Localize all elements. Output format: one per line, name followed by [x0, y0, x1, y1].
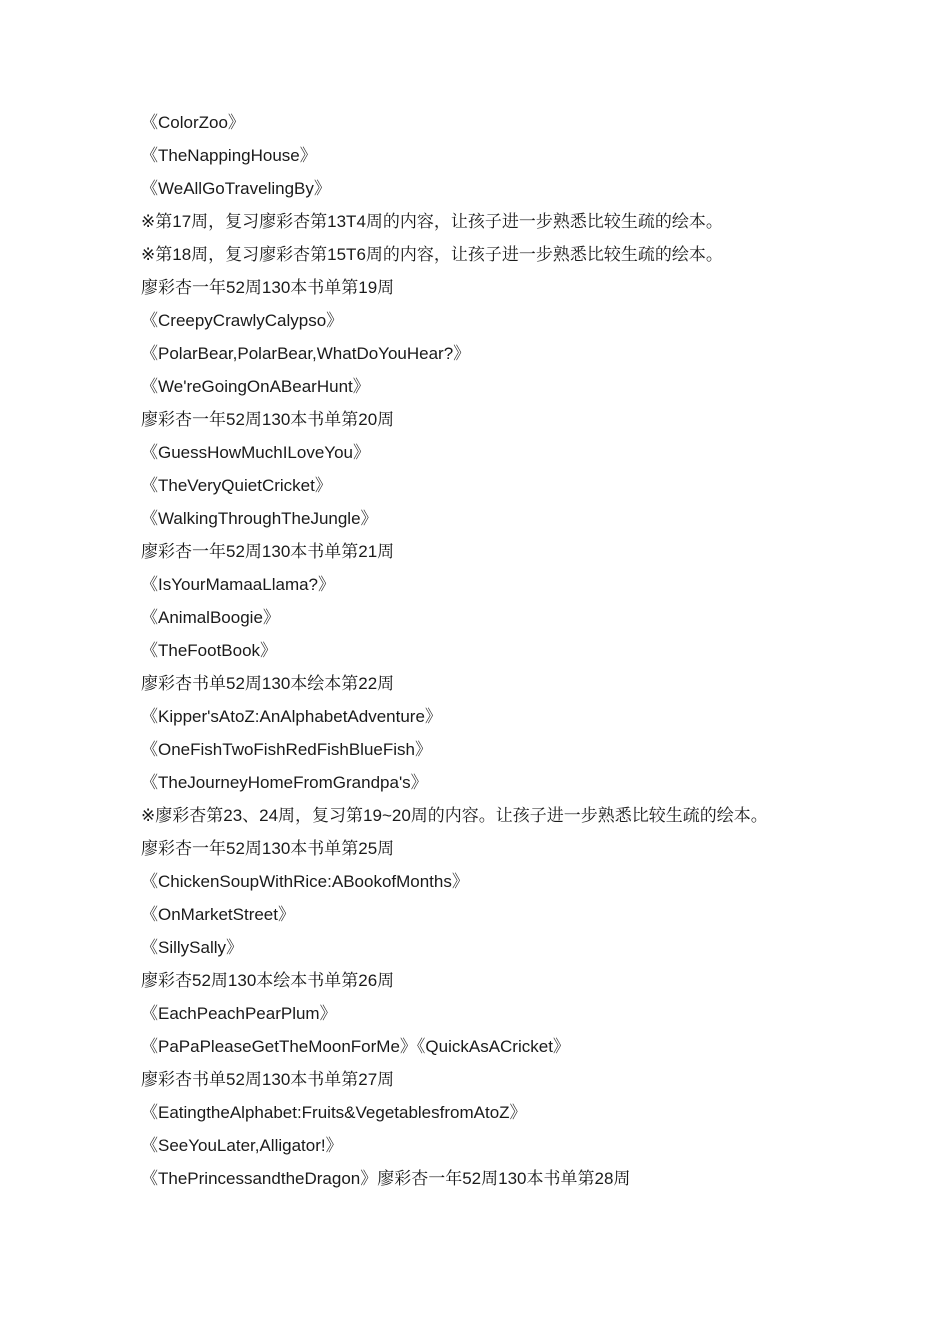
book-title: 《OneFishTwoFishRedFishBlueFish》: [141, 740, 432, 759]
book-title: 《WalkingThroughTheJungle》: [141, 509, 378, 528]
week-heading: 廖彩杏一年52周130本书单第19周: [141, 278, 395, 297]
week-heading: 廖彩杏一年52周130本书单第25周: [141, 839, 395, 858]
book-title: 《SeeYouLater,Alligator!》: [141, 1136, 343, 1155]
book-title: 《OnMarketStreet》: [141, 905, 295, 924]
review-note: ※廖彩杏第23、24周，复习第19~20周的内容。让孩子进一步熟悉比较生疏的绘本。: [141, 806, 768, 825]
review-note: ※第17周，复习廖彩杏第13T4周的内容，让孩子进一步熟悉比较生疏的绘本。: [141, 212, 723, 231]
book-title: 《GuessHowMuchILoveYou》: [141, 443, 370, 462]
book-title: 《ColorZoo》: [141, 113, 245, 132]
book-title: 《TheJourneyHomeFromGrandpa's》: [141, 773, 428, 792]
book-title: 《ThePrincessandtheDragon》廖彩杏一年52周130本书单第28周: [141, 1169, 631, 1188]
review-note: ※第18周，复习廖彩杏第15T6周的内容，让孩子进一步熟悉比较生疏的绘本。: [141, 245, 723, 264]
book-title: 《ChickenSoupWithRice:ABookofMonths》: [141, 872, 469, 891]
book-title: 《AnimalBoogie》: [141, 608, 280, 627]
week-heading: 廖彩杏一年52周130本书单第21周: [141, 542, 395, 561]
book-title: 《CreepyCrawlyCalypso》: [141, 311, 344, 330]
week-heading: 廖彩杏52周130本绘本书单第26周: [141, 971, 395, 990]
book-title: 《EatingtheAlphabet:Fruits&VegetablesfromAtoZ》: [141, 1103, 527, 1122]
book-title: 《We'reGoingOnABearHunt》: [141, 377, 370, 396]
week-heading: 廖彩杏书单52周130本绘本第22周: [141, 674, 395, 693]
book-title: 《PaPaPleaseGetTheMoonForMe》《QuickAsACricket》: [141, 1037, 570, 1056]
book-title: 《TheNappingHouse》: [141, 146, 317, 165]
book-title: 《SillySally》: [141, 938, 244, 957]
book-title: 《PolarBear,PolarBear,WhatDoYouHear?》: [141, 344, 471, 363]
book-title: 《TheFootBook》: [141, 641, 278, 660]
document-body: [141, 111, 811, 1200]
week-heading: 廖彩杏一年52周130本书单第20周: [141, 410, 395, 429]
book-title: 《WeAllGoTravelingBy》: [141, 179, 331, 198]
book-title: 《IsYourMamaaLlama?》: [141, 575, 336, 594]
book-title: 《EachPeachPearPlum》: [141, 1004, 337, 1023]
book-title: 《Kipper'sAtoZ:AnAlphabetAdventure》: [141, 707, 442, 726]
week-heading: 廖彩杏书单52周130本书单第27周: [141, 1070, 395, 1089]
book-title: 《TheVeryQuietCricket》: [141, 476, 332, 495]
